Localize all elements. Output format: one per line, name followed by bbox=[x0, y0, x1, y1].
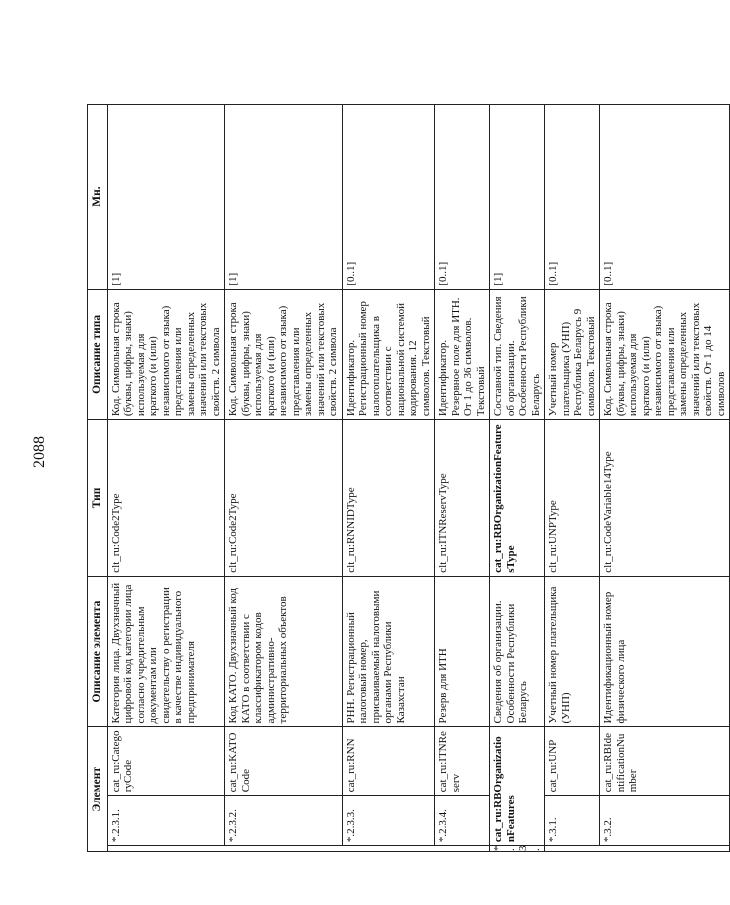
header-element-desc: Описание элемента bbox=[88, 576, 108, 727]
type-name: clt_ru:Code2Type bbox=[225, 420, 343, 577]
element-description: РНН. Регистрационный налоговый номер, присваиваемый налоговыми органами Республики Казахстан bbox=[342, 576, 435, 727]
indent-cell bbox=[225, 846, 343, 852]
row-number: *.2.3.3. bbox=[342, 796, 435, 846]
element-description: Идентификационный номер физического лица bbox=[600, 576, 730, 727]
table-row bbox=[107, 57, 225, 852]
type-name: clt_ru:RNNIDType bbox=[342, 420, 435, 577]
element-description: Резерв для ИТН bbox=[435, 576, 490, 727]
multiplicity: [0..1] bbox=[342, 104, 435, 289]
table-row bbox=[545, 57, 600, 852]
element-name: cat_ru:UNP bbox=[545, 727, 600, 796]
multiplicity: [0..1] bbox=[600, 104, 730, 289]
element-description: Категория лица. Двухзначный цифровой код категории лица согласно учредительным документам или свидетельству о регистрации в качестве индивидуального предпринимателя bbox=[107, 576, 225, 727]
row-number: *.3. bbox=[490, 846, 545, 852]
multiplicity: [1] bbox=[107, 104, 225, 289]
element-name: cat_ru:RNN bbox=[342, 727, 435, 796]
page-number: 2088 bbox=[31, 436, 48, 468]
type-name: clt_ru:UNPType bbox=[545, 420, 600, 577]
indent-cell bbox=[600, 846, 730, 852]
element-description: Учетный номер плательщика (УНП) bbox=[545, 576, 600, 727]
multiplicity: [0..1] bbox=[435, 104, 490, 289]
table-row bbox=[225, 57, 343, 852]
multiplicity: [1] bbox=[490, 104, 545, 289]
type-description: Код. Символьная строка (буквы, цифры, знаки) используемая для краткого (и (или) независимого от языка) представления или замены определенных значений или текстовых свойств. 2 символа bbox=[225, 289, 343, 420]
type-name: cat_ru:RBOrganizationFeaturesType bbox=[490, 420, 545, 577]
type-name: clt_ru:CodeVariable14Type bbox=[600, 420, 730, 577]
multiplicity: [0..1] bbox=[545, 104, 600, 289]
table-header-row bbox=[88, 57, 108, 852]
row-number: *.2.3.2. bbox=[225, 796, 343, 846]
type-name: clt_ru:Code2Type bbox=[107, 420, 225, 577]
indent-cell bbox=[545, 846, 600, 852]
multiplicity: [1] bbox=[225, 104, 343, 289]
type-description: Составной тип. Сведения об организации. Особенности Республики Беларусь bbox=[490, 289, 545, 420]
indent-cell bbox=[435, 846, 490, 852]
type-description: Идентификатор. Резервное поле для ИТН. От 1 до 36 символов. Текстовый bbox=[435, 289, 490, 420]
element-description: Сведения об организации. Особенности Республики Беларусь bbox=[490, 576, 545, 727]
header-type-desc: Описание типа bbox=[88, 289, 108, 420]
row-number: *.2.3.4. bbox=[435, 796, 490, 846]
table-row bbox=[490, 57, 545, 852]
header-element: Элемент bbox=[88, 727, 108, 852]
type-description: Код. Символьная строка (буквы, цифры, знаки) используемая для краткого (и (или) независимого от языка) представления или замены определенных значений или текстовых свойств. От 1 до 14 символов bbox=[600, 289, 730, 420]
element-name: cat_ru:CategoryCode bbox=[107, 727, 225, 796]
header-mult: Мн. bbox=[88, 104, 108, 289]
element-name: cat_ru:KATOCode bbox=[225, 727, 343, 796]
indent-cell bbox=[342, 846, 435, 852]
element-name: cat_ru:RBIdentificationNumber bbox=[600, 727, 730, 796]
table-row bbox=[342, 57, 435, 852]
row-number: *.2.3.1. bbox=[107, 796, 225, 846]
type-description: Код. Символьная строка (буквы, цифры, знаки) используемая для краткого (и (или) независимого от языка) представления или замены определенных значений или текстовых свойств. 2 символа bbox=[107, 289, 225, 420]
element-table bbox=[87, 56, 730, 852]
indent-cell bbox=[107, 846, 225, 852]
row-number: *.3.2. bbox=[600, 796, 730, 846]
type-description: Учетный номер плательщика (УНП) Республика Беларусь 9 символов. Текстовый bbox=[545, 289, 600, 420]
element-name: cat_ru:RBOrganizationFeatures bbox=[490, 727, 545, 846]
header-type: Тип bbox=[88, 420, 108, 577]
type-description: Идентификатор. Регистрационный номер налогоплательщика в соответствии с национальной системой кодирования. 12 символов. Текстовый bbox=[342, 289, 435, 420]
table-row bbox=[435, 57, 490, 852]
element-name: cat_ru:ITNReserv bbox=[435, 727, 490, 796]
element-table-container bbox=[87, 56, 727, 852]
type-name: clt_ru:ITNReservType bbox=[435, 420, 490, 577]
row-number: *.3.1. bbox=[545, 796, 600, 846]
element-description: Код КАТО. Двухзначный код КАТО в соответствии с классификатором кодов административно-территориальных объектов bbox=[225, 576, 343, 727]
table-row bbox=[600, 57, 730, 852]
